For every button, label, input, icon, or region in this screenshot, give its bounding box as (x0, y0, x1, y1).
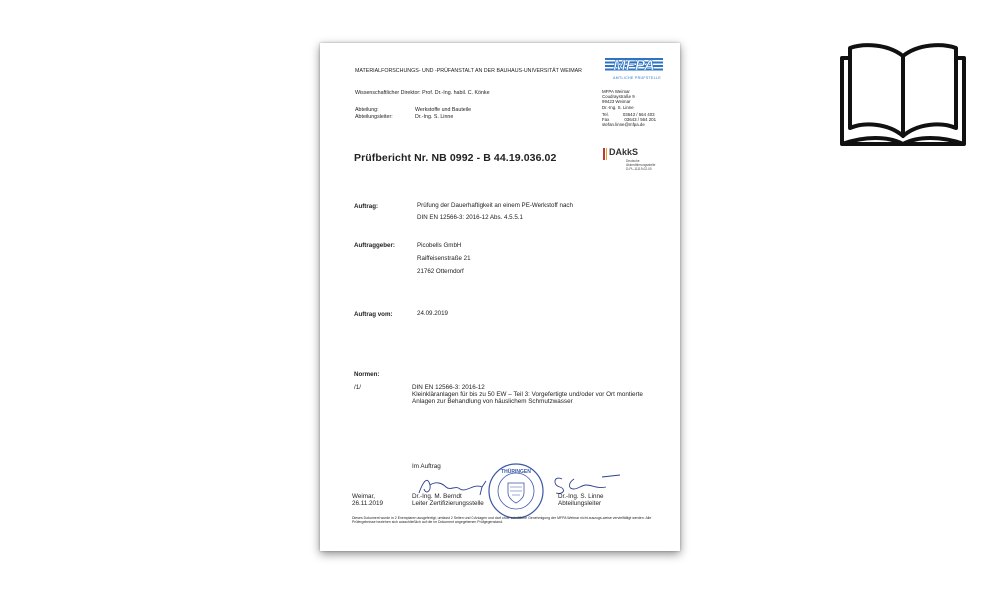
document-page (320, 43, 680, 551)
auftraggeber-line: 21762 Otterndorf (417, 268, 464, 275)
dakks-bar-red (603, 148, 605, 160)
auftraggeber-value (417, 239, 471, 278)
auftrag-line: DIN EN 12566-3: 2016-12 Abs. 4.5.5.1 (417, 214, 523, 221)
norm-description (412, 384, 643, 405)
fax-label: Fax (602, 117, 610, 123)
norm-line: Kleinkläranlagen für bis zu 50 EW – Teil 3: Vorgefertigte und/oder vor Ort montierte (412, 391, 643, 398)
im-auftrag-text: Im Auftrag (412, 463, 441, 470)
mfpa-logo-subtitle: AMTLICHE PRÜFSTELLE (613, 76, 662, 80)
signer1-role: Leiter Zertifizierungsstelle (412, 500, 484, 507)
report-title: Prüfbericht Nr. NB 0992 - B 44.19.036.02 (354, 152, 557, 164)
department-head-value: Dr.-Ing. S. Linne (415, 114, 454, 120)
seal-text: THÜRINGEN (501, 469, 531, 475)
mfpa-logo-text: MFPA (613, 57, 655, 74)
department-value: Werkstoffe und Bauteile (415, 107, 472, 113)
signer2-role: Abteilungsleiter (558, 500, 602, 507)
contact-email[interactable]: stefan.linne@mfpa.de (602, 122, 645, 128)
dakks-line: D-PL-11119-02-00 (626, 166, 652, 171)
director-line: Wissenschaftlicher Direktor: Prof. Dr.-Ing. habil. C. Könke (355, 90, 490, 96)
auftrag-vom-label: Auftrag vom: (354, 311, 393, 318)
official-seal (486, 461, 546, 521)
contact-line: MFPA Weimar (602, 89, 630, 94)
auftrag-line: Prüfung der Dauerhaftigkeit an einem PE-Werkstoff nach (417, 202, 573, 209)
tel-value: 03643 / 564 403 (622, 111, 655, 117)
department-head-label: Abteilungsleiter: (355, 114, 393, 120)
tel-label: Tel. (602, 111, 609, 117)
fax-value: 03643 / 564 201 (624, 117, 657, 123)
department-label: Abteilung: (355, 107, 379, 113)
auftraggeber-line: Raiffeisenstraße 21 (417, 255, 471, 262)
dakks-logo-text: DAkkS (609, 147, 639, 157)
contact-line: 99423 Weimar (602, 99, 631, 105)
auftrag-label: Auftrag: (354, 203, 379, 210)
signer1-name: Dr.-Ing. M. Berndt (412, 493, 462, 500)
auftrag-value (417, 200, 573, 224)
norm-reference: /1/ (354, 384, 362, 391)
norm-line: Anlagen zur Behandlung von häuslichem Schmutzwasser (412, 398, 573, 405)
signature-place: Weimar, (352, 493, 375, 500)
signer2-name: Dr.-Ing. S. Linne (558, 493, 604, 500)
contact-block (602, 89, 656, 127)
auftraggeber-label: Auftraggeber: (354, 242, 395, 249)
dakks-line: Deutsche (626, 159, 640, 163)
book-icon[interactable] (840, 40, 966, 146)
mfpa-logo-mark (603, 56, 665, 76)
dakks-line: Akkreditierungsstelle (626, 162, 656, 167)
auftraggeber-line: Picobells GmbH (417, 242, 462, 249)
contact-line: Dr.-Ing. S. Linne (602, 104, 634, 110)
normen-label: Normen: (354, 371, 380, 378)
institute-name: MATERIALFORSCHUNGS- UND -PRÜFANSTALT AN DER BAUHAUS-UNIVERSITÄT WEIMAR (355, 68, 583, 74)
contact-line: Coudraystraße 9 (602, 94, 635, 100)
auftrag-vom-value: 24.09.2019 (417, 310, 448, 317)
norm-line: DIN EN 12566-3: 2016-12 (412, 384, 485, 391)
signature-date: 26.11.2019 (352, 500, 384, 507)
footer-disclaimer: Dieses Dokument wurde in 2 Exemplaren ausgefertigt, umfasst 2 Seiten und 0 Anlagen und darf ohne schriftliche Genehmigung der MFPA Weimar nicht auszugs-weise vervielfältigt werden. Alle Prüfergebnisse beziehen sich ausschließlich auf die im Dokument angegebenen Prüfgegenstand. (352, 516, 652, 525)
dakks-bar-yellow (606, 148, 607, 160)
mfpa-logo (603, 56, 665, 81)
